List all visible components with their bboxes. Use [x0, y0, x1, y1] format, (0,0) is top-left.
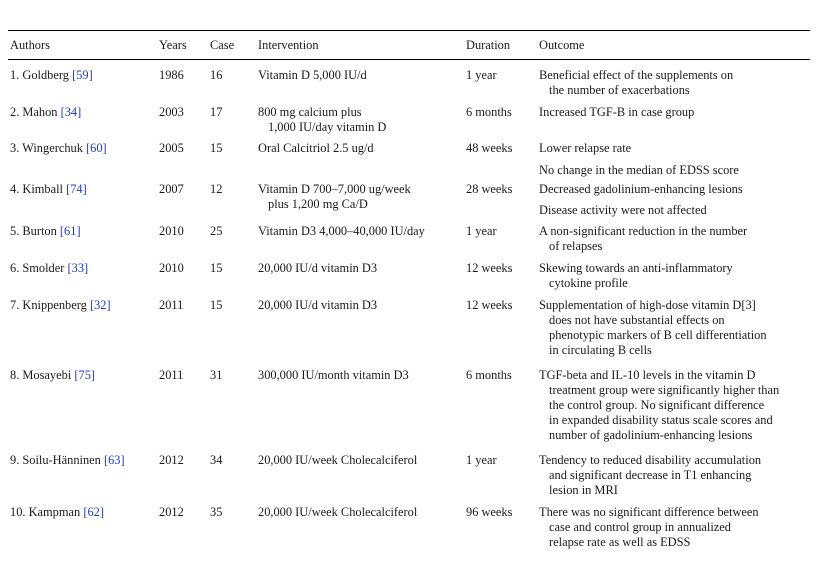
author-reference-link[interactable]: [75] — [74, 368, 96, 382]
cell-duration: 1 year — [466, 68, 497, 82]
outcome-line: A non-significant reduction in the number — [539, 224, 748, 238]
outcome-line: relapse rate as well as EDSS — [549, 535, 691, 549]
cell-year: 2007 — [159, 182, 184, 196]
cell-outcome — [539, 224, 747, 254]
outcome-line: in expanded disability status scale scores and — [549, 413, 773, 427]
author-reference-link[interactable]: [34] — [60, 105, 82, 119]
author-name: 9. Soilu-Hänninen — [10, 453, 101, 467]
cell-year: 2010 — [159, 261, 184, 275]
cell-duration: 6 months — [466, 368, 512, 382]
cell-outcome — [539, 505, 759, 550]
header-authors: Authors — [10, 38, 50, 52]
cell-year: 2011 — [159, 298, 184, 312]
author-reference-link[interactable]: [62] — [83, 505, 104, 519]
outcome-line: the number of exacerbations — [549, 83, 690, 97]
author-reference-link[interactable]: [60] — [86, 141, 107, 155]
cell-intervention — [258, 505, 417, 520]
author-name: 6. Smolder — [10, 261, 65, 275]
outcome-line: cytokine profile — [549, 276, 628, 290]
cell-case: 25 — [210, 224, 223, 238]
cell-case: 15 — [210, 261, 223, 275]
header-years: Years — [159, 38, 187, 52]
cell-duration: 96 weeks — [466, 505, 513, 519]
cell-outcome — [539, 141, 631, 156]
cell-intervention — [258, 261, 377, 276]
author-reference-link[interactable]: [32] — [89, 298, 111, 312]
cell-author — [10, 505, 104, 520]
cell-year: 2010 — [159, 224, 184, 238]
cell-intervention — [258, 453, 417, 468]
cell-duration: 48 weeks — [466, 141, 513, 155]
outcome-line: lesion in MRI — [549, 483, 618, 497]
intervention-line: Vitamin D 5,000 IU/d — [258, 68, 367, 82]
intervention-line: 20,000 IU/d vitamin D3 — [258, 261, 378, 275]
outcome-line: Decreased gadolinium-enhancing lesions — [539, 182, 743, 196]
cell-intervention — [258, 68, 367, 83]
header-case: Case — [210, 38, 235, 52]
author-reference-link[interactable]: [74] — [66, 182, 87, 196]
intervention-line: 800 mg calcium plus — [258, 105, 362, 119]
author-name: 2. Mahon — [10, 105, 58, 119]
author-name: 5. Burton — [10, 224, 57, 238]
intervention-line: plus 1,200 mg Ca/D — [268, 197, 368, 211]
cell-duration: 12 weeks — [466, 261, 513, 275]
cell-outcome — [539, 368, 779, 443]
cell-duration: 1 year — [466, 224, 497, 238]
outcome-line: phenotypic markers of B cell differentiation — [549, 328, 767, 342]
outcome-line: treatment group were significantly higher than — [549, 383, 780, 397]
outcome-line: Supplementation of high-dose vitamin D[3] — [539, 298, 756, 312]
cell-case: 15 — [210, 298, 223, 312]
outcome-line: There was no significant difference between — [539, 505, 759, 519]
header-outcome: Outcome — [539, 38, 585, 52]
cell-case: 31 — [210, 368, 223, 382]
cell-outcome — [539, 105, 694, 120]
intervention-line: Vitamin D 700–7,000 ug/week — [258, 182, 411, 196]
cell-outcome — [539, 453, 761, 498]
outcome-line: Skewing towards an anti-inflammatory — [539, 261, 733, 275]
outcome-line: and significant decrease in T1 enhancing — [549, 468, 752, 482]
cell-year: 2012 — [159, 505, 184, 519]
author-reference-link[interactable]: [61] — [59, 224, 81, 238]
author-name: 10. Kampman — [10, 505, 81, 519]
author-reference-link[interactable]: [33] — [67, 261, 89, 275]
intervention-line: 20,000 IU/d vitamin D3 — [258, 298, 378, 312]
intervention-line: 300,000 IU/month vitamin D3 — [258, 368, 409, 382]
cell-outcome — [539, 261, 733, 291]
cell-outcome — [539, 163, 739, 178]
cell-author — [10, 141, 107, 156]
intervention-line: Vitamin D3 4,000–40,000 IU/day — [258, 224, 425, 238]
cell-intervention — [258, 141, 374, 156]
cell-year: 2005 — [159, 141, 184, 155]
cell-intervention — [258, 224, 425, 239]
table-header-rule — [8, 59, 810, 60]
cell-author — [10, 105, 81, 120]
cell-case: 15 — [210, 141, 223, 155]
cell-case: 12 — [210, 182, 223, 196]
cell-year: 2003 — [159, 105, 184, 119]
cell-duration: 1 year — [466, 453, 497, 467]
author-name: 1. Goldberg — [10, 68, 69, 82]
cell-outcome — [539, 182, 743, 197]
author-name: 7. Knippenberg — [10, 298, 87, 312]
outcome-line: does not have substantial effects on — [549, 313, 725, 327]
outcome-line: Tendency to reduced disability accumulation — [539, 453, 762, 467]
cell-case: 17 — [210, 105, 223, 119]
outcome-line: in circulating B cells — [549, 343, 652, 357]
cell-outcome — [539, 203, 707, 218]
author-reference-link[interactable]: [63] — [103, 453, 125, 467]
cell-author — [10, 298, 111, 313]
cell-duration: 6 months — [466, 105, 512, 119]
cell-outcome — [539, 68, 733, 98]
intervention-line: 20,000 IU/week Cholecalciferol — [258, 505, 418, 519]
cell-author — [10, 368, 95, 383]
cell-author — [10, 261, 88, 276]
outcome-line: No change in the median of EDSS score — [539, 163, 739, 177]
header-duration: Duration — [466, 38, 511, 52]
cell-intervention — [258, 182, 411, 212]
author-reference-link[interactable]: [59] — [72, 68, 93, 82]
cell-duration: 28 weeks — [466, 182, 513, 196]
table-top-rule — [8, 30, 810, 31]
outcome-line: Beneficial effect of the supplements on — [539, 68, 734, 82]
intervention-line: Oral Calcitriol 2.5 ug/d — [258, 141, 374, 155]
cell-year: 2012 — [159, 453, 184, 467]
cell-author — [10, 453, 125, 468]
outcome-line: number of gadolinium-enhancing lesions — [549, 428, 753, 442]
outcome-line: case and control group in annualized — [549, 520, 732, 534]
intervention-line: 20,000 IU/week Cholecalciferol — [258, 453, 418, 467]
outcome-line: Increased TGF-B in case group — [539, 105, 695, 119]
cell-outcome — [539, 298, 767, 358]
outcome-line: Lower relapse rate — [539, 141, 632, 155]
outcome-line: of relapses — [549, 239, 603, 253]
cell-case: 34 — [210, 453, 223, 467]
cell-year: 2011 — [159, 368, 184, 382]
author-name: 8. Mosayebi — [10, 368, 72, 382]
cell-intervention — [258, 105, 386, 135]
cell-year: 1986 — [159, 68, 184, 82]
outcome-line: the control group. No significant difference — [549, 398, 765, 412]
header-intervention: Intervention — [258, 38, 319, 52]
outcome-line: TGF-beta and IL-10 levels in the vitamin D — [539, 368, 756, 382]
cell-case: 16 — [210, 68, 223, 82]
outcome-line: Disease activity were not affected — [539, 203, 707, 217]
cell-author — [10, 68, 93, 83]
author-name: 3. Wingerchuk — [10, 141, 83, 155]
cell-author — [10, 224, 81, 239]
intervention-line: 1,000 IU/day vitamin D — [268, 120, 387, 134]
cell-case: 35 — [210, 505, 223, 519]
cell-duration: 12 weeks — [466, 298, 513, 312]
cell-intervention — [258, 368, 409, 383]
cell-intervention — [258, 298, 377, 313]
author-name: 4. Kimball — [10, 182, 63, 196]
cell-author — [10, 182, 87, 197]
